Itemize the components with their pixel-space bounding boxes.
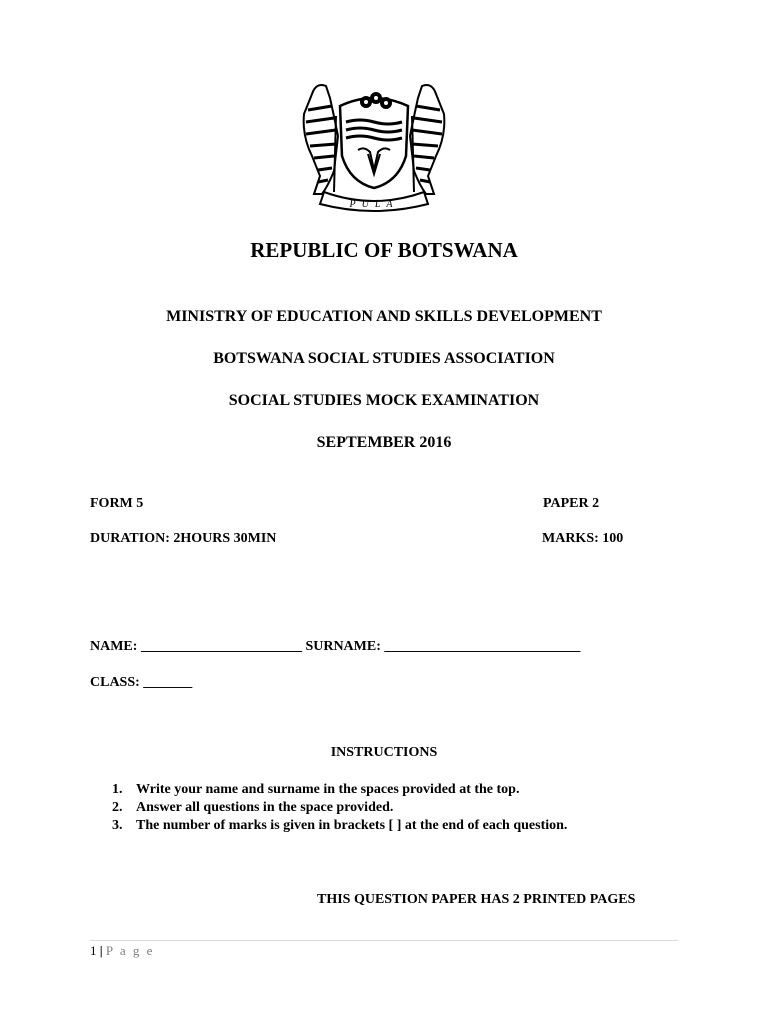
left-zebra [304,85,338,194]
instruction-item [112,817,567,835]
total-marks: MARKS: 100 [542,531,624,546]
instruction-number: 1. [112,782,123,797]
instruction-item [112,781,567,799]
page-footer [90,943,154,959]
class-field[interactable]: _______ [143,675,193,690]
exam-title: SOCIAL STUDIES MOCK EXAMINATION [228,392,540,409]
page-word: P a g e [105,943,155,958]
instruction-item [112,799,567,817]
paper-number: PAPER 2 [543,496,600,511]
form-level: FORM 5 [90,496,144,511]
surname-field[interactable]: ____________________________ [384,639,581,654]
exam-date: SEPTEMBER 2016 [316,434,452,451]
instruction-number: 3. [112,818,123,833]
instructions-heading: INSTRUCTIONS [330,745,438,760]
right-zebra [410,85,444,194]
instruction-number: 2. [112,800,123,815]
exam-duration: DURATION: 2HOURS 30MIN [90,531,277,546]
instruction-text: The number of marks is given in brackets [ ] at the end of each question. [136,818,568,833]
instructions-list [112,781,567,835]
page-number: 1 [90,943,97,958]
name-label: NAME: [90,639,138,654]
footer-divider [90,940,678,941]
name-field[interactable]: _______________________ [140,639,302,654]
instruction-text: Write your name and surname in the spaces provided at the top. [136,782,520,797]
country-title: REPUBLIC OF BOTSWANA [250,238,518,262]
motto-banner [320,192,428,211]
class-label: CLASS: [90,675,140,690]
printed-pages-note: THIS QUESTION PAPER HAS 2 PRINTED PAGES [317,892,636,907]
crest-motto: PULA [349,199,399,210]
name-surname-row [90,639,580,655]
instruction-text: Answer all questions in the space provided. [136,800,394,815]
surname-label: SURNAME: [305,639,381,654]
footer-separator: | [99,943,103,958]
association-line: BOTSWANA SOCIAL STUDIES ASSOCIATION [213,350,555,367]
coat-of-arms-emblem [294,76,454,214]
ministry-line: MINISTRY OF EDUCATION AND SKILLS DEVELOPMENT [166,308,602,325]
class-row [90,675,192,691]
